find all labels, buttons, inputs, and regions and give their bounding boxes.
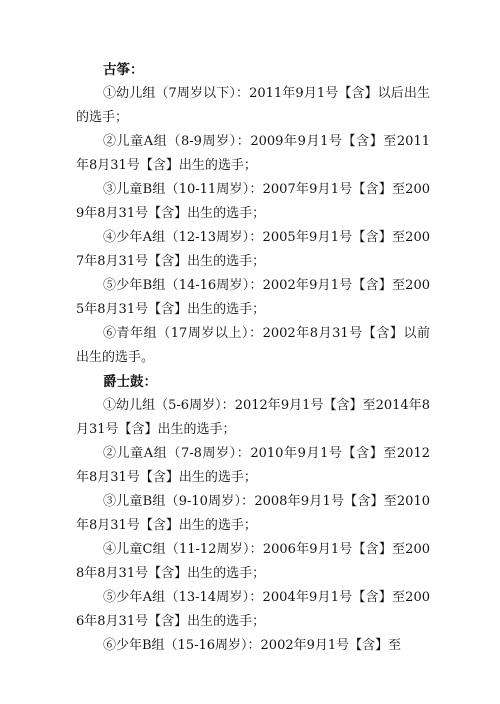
- list-item: ③儿童B组（10-11周岁）：2007年9月1号【含】至2009年8月31号【含】出生的选手；: [76, 182, 430, 221]
- list-item: ④儿童C组（11-12周岁）：2006年9月1号【含】至2008年8月31号【含】出生的选手；: [76, 542, 430, 581]
- section-jazz-drum: [76, 370, 430, 658]
- list-item: ①幼儿组（5-6周岁）：2012年9月1号【含】至2014年8月31号【含】出生的选手；: [76, 398, 430, 437]
- list-item: ①幼儿组（7周岁以下）：2011年9月1号【含】以后出生的选手；: [76, 86, 430, 125]
- list-item: ⑥青年组（17周岁以上）：2002年8月31号【含】以前出生的选手。: [76, 326, 430, 365]
- list-item: ④少年A组（12-13周岁）：2005年9月1号【含】至2007年8月31号【含】出生的选手；: [76, 230, 430, 269]
- list-item: ⑥少年B组（15-16周岁）：2002年9月1号【含】至: [103, 638, 402, 653]
- section-heading: 爵士鼓：: [103, 374, 157, 390]
- list-item: ②儿童A组（7-8周岁）：2010年9月1号【含】至2012年8月31号【含】出生的选手；: [76, 446, 430, 485]
- section-heading: 古筝：: [103, 62, 144, 78]
- section-guzheng: [76, 58, 430, 370]
- list-item: ⑤少年A组（13-14周岁）：2004年9月1号【含】至2006年8月31号【含】出生的选手；: [76, 590, 430, 629]
- list-item: ②儿童A组（8-9周岁）：2009年9月1号【含】至2011年8月31号【含】出生的选手；: [76, 134, 430, 173]
- list-item: ③儿童B组（9-10周岁）：2008年9月1号【含】至2010年8月31号【含】出生的选手；: [76, 494, 430, 533]
- document-body: [76, 58, 430, 658]
- list-item: ⑤少年B组（14-16周岁）：2002年9月1号【含】至2005年8月31号【含】出生的选手；: [76, 278, 430, 317]
